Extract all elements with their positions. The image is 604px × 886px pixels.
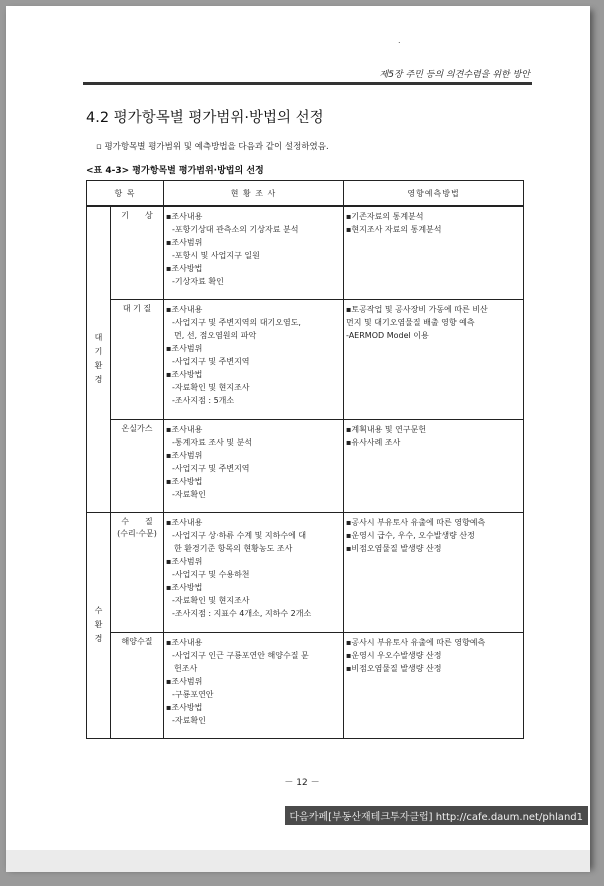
item-marine-water-quality: 해양수질 [111, 632, 164, 738]
cafe-watermark: 다음카페[부동산재테크투자클럽] http://cafe.daum.net/phland1 [285, 806, 589, 825]
prediction-cell: ▪기존자료의 통계분석 ▪현지조사 자료의 통계분석 [344, 206, 524, 299]
prediction-cell: ▪계획내용 및 연구문헌 ▪유사사례 조사 [344, 419, 524, 512]
table-header-row [87, 181, 524, 207]
table-row [87, 206, 524, 299]
header-rule [83, 82, 532, 85]
category-water: 수환경 [87, 512, 111, 738]
survey-cell: ▪조사내용 -통계자료 조사 및 분석 ▪조사범위 -사업지구 및 주변지역 ▪조사방법 -자료확인 [164, 419, 344, 512]
evaluation-table [86, 180, 524, 739]
header-dot: . [398, 36, 401, 45]
intro-text: ▫ 평가항목별 평가범위 및 예측방법을 다음과 같이 설정하였음. [96, 142, 329, 152]
table-caption: <표 4-3> 평가항목별 평가범위·방법의 선정 [86, 166, 264, 176]
table-row [87, 299, 524, 419]
prediction-cell: ▪토공작업 및 공사장비 가동에 따른 비산 먼지 및 대기오염물질 배출 영향 예측 -AERMOD Model 이용 [344, 299, 524, 419]
header-survey: 현 황 조 사 [164, 181, 344, 207]
page-number: － 12 － [284, 778, 320, 788]
survey-cell: ▪조사내용 -사업지구 및 주변지역의 대기오염도, 먼, 선, 점오염원의 파악 ▪조사범위 -사업지구 및 주변지역 ▪조사방법 -자료확인 및 현지조사 -조사지점 : 5개소 [164, 299, 344, 419]
header-item: 항 목 [87, 181, 164, 207]
chapter-header: 제5장 주민 등의 의견수렴을 위한 방안 [379, 70, 530, 80]
table-row [87, 512, 524, 632]
survey-cell: ▪조사내용 -사업지구 상·하류 수계 및 지하수에 대 한 환경기준 항목의 현황농도 조사 ▪조사범위 -사업지구 및 수용하천 ▪조사방법 -자료확인 및 현지조사 -조사지점 : 지표수 4개소, 지하수 2개소 [164, 512, 344, 632]
prediction-cell: ▪공사시 부유토사 유출에 따른 영향예측 ▪운영시 우오수발생량 산정 ▪비점오염물질 발생량 산정 [344, 632, 524, 738]
item-air-quality: 대 기 질 [111, 299, 164, 419]
header-prediction: 영향예측방법 [344, 181, 524, 207]
table-row [87, 419, 524, 512]
survey-cell: ▪조사내용 -포항기상대 관측소의 기상자료 분석 ▪조사범위 -포항시 및 사업지구 일원 ▪조사방법 -기상자료 확인 [164, 206, 344, 299]
survey-cell: ▪조사내용 -사업지구 인근 구룡포연안 해양수질 문 헌조사 ▪조사범위 -구룡포연안 ▪조사방법 -자료확인 [164, 632, 344, 738]
prediction-cell: ▪공사시 부유토사 유출에 따른 영향예측 ▪운영시 급수, 우수, 오수발생량 산정 ▪비점오염물질 발생량 산정 [344, 512, 524, 632]
section-title: 4.2 평가항목별 평가범위·방법의 선정 [86, 110, 324, 126]
table-row [87, 632, 524, 738]
page-bottom-margin [6, 850, 590, 872]
item-weather: 기 상 [111, 206, 164, 299]
item-greenhouse-gas: 온실가스 [111, 419, 164, 512]
category-air: 대기환경 [87, 206, 111, 512]
item-water-quality: 수 질 (수리·수문) [111, 512, 164, 632]
